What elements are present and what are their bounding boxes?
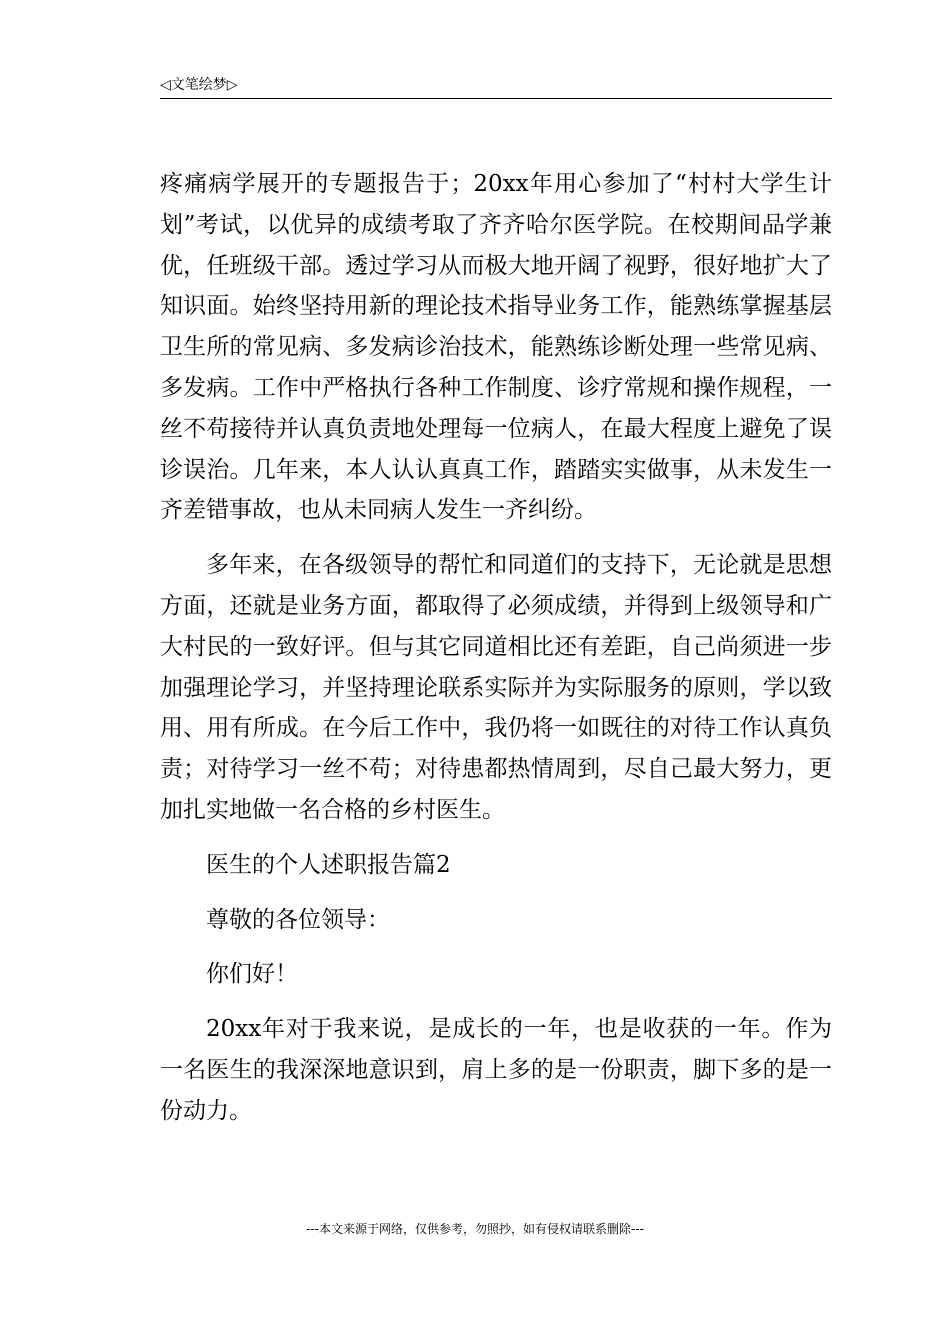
page-header	[160, 74, 832, 99]
paragraph: 多年来，在各级领导的帮忙和同道们的支持下，无论就是思想方面，还就是业务方面，都取得了必须成绩，并得到上级领导和广大村民的一致好评。但与其它同道相比还有差距，自己尚须进一步加强理论学习，并坚持理论联系实际并为实际服务的原则，学以致用、用有所成。在今后工作中，我仍将一如既往的对待工作认真负责；对待学习一丝不苟；对待患都热情周到，尽自己最大努力，更加扎实地做一名合格的乡村医生。	[160, 552, 832, 823]
section-heading: 医生的个人述职报告篇2	[206, 851, 451, 878]
greeting: 你们好！	[206, 961, 298, 988]
header-title: ◁文笔绘梦▷	[160, 77, 238, 93]
paragraph: 疼痛病学展开的专题报告于；20xx年用心参加了“村村大学生计划”考试，以优异的成绩考取了齐齐哈尔医学院。在校期间品学兼优，任班级干部。透过学习从而极大地开阔了视野，很好地扩大了知识面。始终坚持用新的理论技术指导业务工作，能熟练掌握基层卫生所的常见病、多发病诊治技术，能熟练诊断处理一些常见病、多发病。工作中严格执行各种工作制度、诊疗常规和操作规程，一丝不苟接待并认真负责地处理每一位病人，在最大程度上避免了误诊误治。几年来，本人认认真真工作，踏踏实实做事，从未发生一齐差错事故，也从未同病人发生一齐纠纷。	[160, 171, 832, 524]
document-body	[160, 164, 832, 1146]
salutation: 尊敬的各位领导：	[206, 906, 390, 933]
paragraph: 20xx年对于我来说，是成长的一年，也是收获的一年。作为一名医生的我深深地意识到，肩上多的是一份职责，脚下多的是一份动力。	[160, 1016, 832, 1124]
page-footer: ---本文来源于网络，仅供参考，勿照抄，如有侵权请联系删除---	[306, 1222, 644, 1236]
